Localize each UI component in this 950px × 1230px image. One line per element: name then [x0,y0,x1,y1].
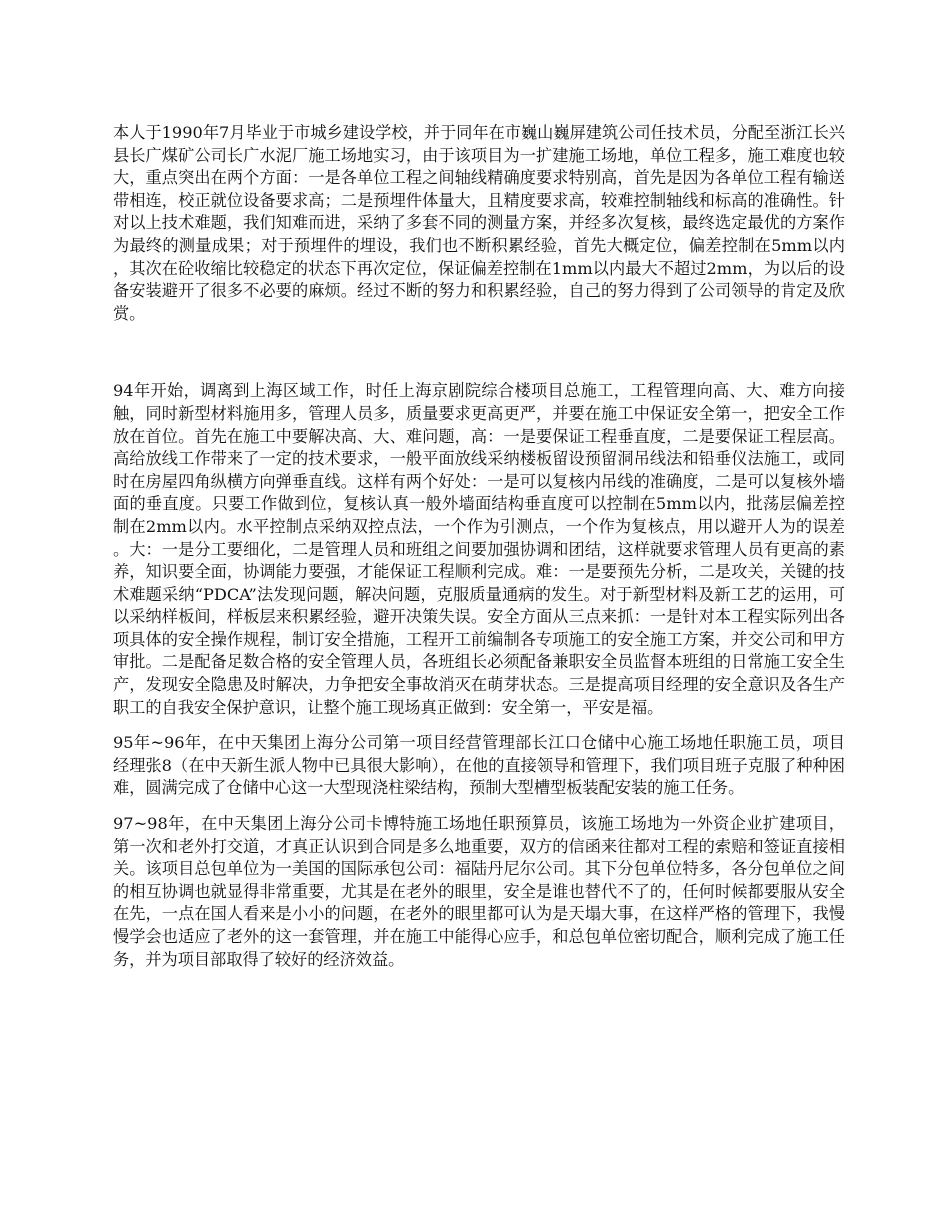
paragraph-1994-shanghai: 94年开始，调离到上海区域工作，时任上海京剧院综合楼项目总施工，工程管理向高、大、难方向接触，同时新型材料施用多，管理人员多，质量要求更高更严，并要在施工中保证安全第一，把安全工作放在首位。首先在施工中要解决高、大、难问题，高：一是要保证工程垂直度，二是要保证工程层高。高给放线工作带来了一定的技术要求，一般平面放线采纳楼板留设预留洞吊线法和铅垂仪法施工，或同时在房屋四角纵横方向弹垂直线。这样有两个好处：一是可以复核内吊线的准确度，二是可以复核外墙面的垂直度。只要工作做到位，复核认真一般外墙面结构垂直度可以控制在5mm以内，批荡层偏差控制在2mm以内。水平控制点采纳双控点法，一个作为引测点，一个作为复核点，用以避开人为的误差。大：一是分工要细化，二是管理人员和班组之间要加强协调和团结，这样就要求管理人员有更高的素养，知识要全面，协调能力要强，才能保证工程顺利完成。难：一是要预先分析，二是攻关，关键的技术难题采纳“PDCA”法发现问题，解决问题，克服质量通病的发生。对于新型材料及新工艺的运用，可以采纳样板间，样板层来积累经验，避开决策失误。安全方面从三点来抓：一是针对本工程实际列出各项具体的安全操作规程，制订安全措施，工程开工前编制各专项施工的安全施工方案，并交公司和甲方审批。二是配备足数合格的安全管理人员，各班组长必须配备兼职安全员监督本班组的日常施工安全生产，发现安全隐患及时解决，力争把安全事故消灭在萌芽状态。三是提高项目经理的安全意识及各生产职工的自我安全保护意识，让整个施工现场真正做到：安全第一，平安是福。 [113,381,845,717]
paragraph-1995-warehouse: 95年~96年，在中天集团上海分公司第一项目经营管理部长江口仓储中心施工场地任职施工员，项目经理张8（在中天新生派人物中已具很大影响），在他的直接领导和管理下，我们项目班子克服了种种困难，圆满完成了仓储中心这一大型现浇柱梁结构，预制大型槽型板装配安装的施工任务。 [113,733,845,798]
paragraph-1990-technician: 本人于1990年7月毕业于市城乡建设学校，并于同年在市巍山巍屏建筑公司任技术员，分配至浙江长兴县长广煤矿公司长广水泥厂施工场地实习，由于该项目为一扩建施工场地，单位工程多，施工难度也较大，重点突出在两个方面：一是各单位工程之间轴线精确度要求特别高，首先是因为各单位工程有输送带相连，校正就位设备要求高；二是预埋件体量大，且精度要求高，较难控制轴线和标高的准确性。针对以上技术难题，我们知难而进，采纳了多套不同的测量方案，并经多次复核，最终选定最优的方案作为最终的测量成果；对于预埋件的埋设，我们也不断积累经验，首先大概定位，偏差控制在5mm以内，其次在砼收缩比较稳定的状态下再次定位，保证偏差控制在1mm以内最大不超过2mm，为以后的设备安装避开了很多不必要的麻烦。经过不断的努力和积累经验，自己的努力得到了公司领导的肯定及欣赏。 [113,123,845,323]
paragraph-1997-budget: 97~98年，在中天集团上海分公司卡博特施工场地任职预算员，该施工场地为一外资企业扩建项目，第一次和老外打交道，才真正认识到合同是多么地重要，双方的信函来往都对工程的索赔和签证直接相关。该项目总包单位为一美国的国际承包公司：福陆丹尼尔公司。其下分包单位特多，各分包单位之间的相互协调也就显得非常重要，尤其是在老外的眼里，安全是谁也替代不了的，任何时候都要服从安全在先，一点在国人看来是小小的问题，在老外的眼里都可认为是天塌大事，在这样严格的管理下，我慢慢学会也适应了老外的这一套管理，并在施工中能得心应手，和总包单位密切配合，顺利完成了施工任务，并为项目部取得了较好的经济效益。 [113,814,845,969]
document-body [113,122,845,971]
